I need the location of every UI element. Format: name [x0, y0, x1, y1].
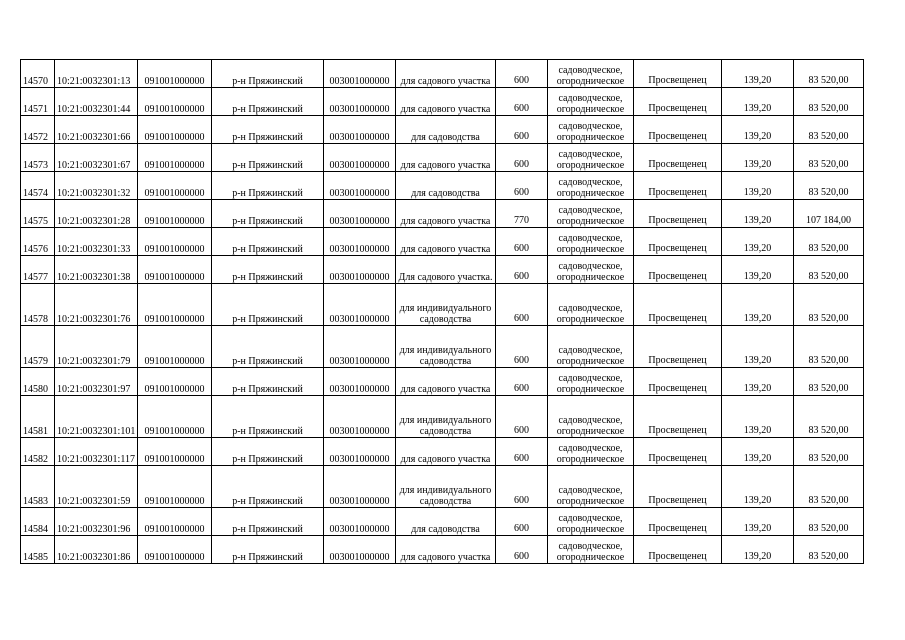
area-cell: 600	[496, 172, 548, 200]
table-row	[21, 200, 864, 228]
cadastral-number-cell: 10:21:0032301:59	[55, 466, 138, 508]
settlement-cell: Просвещенец	[634, 508, 722, 536]
settlement-cell: Просвещенец	[634, 438, 722, 466]
okato-code-cell: 091001000000	[138, 326, 212, 368]
oktmo-code-cell: 003001000000	[324, 536, 396, 564]
row-number-cell: 14584	[21, 508, 55, 536]
area-cell: 600	[496, 228, 548, 256]
oktmo-code-cell: 003001000000	[324, 172, 396, 200]
land-category-cell: садоводческое, огородническое	[548, 228, 634, 256]
row-number-cell: 14578	[21, 284, 55, 326]
specific-value-cell: 139,20	[722, 396, 794, 438]
permitted-use-cell: для индивидуального садоводства	[396, 396, 496, 438]
permitted-use-cell: для садового участка	[396, 368, 496, 396]
row-number-cell: 14580	[21, 368, 55, 396]
land-registry-table	[20, 59, 864, 564]
okato-code-cell: 091001000000	[138, 228, 212, 256]
okato-code-cell: 091001000000	[138, 172, 212, 200]
oktmo-code-cell: 003001000000	[324, 396, 396, 438]
row-number-cell: 14585	[21, 536, 55, 564]
district-cell: р-н Пряжинский	[212, 144, 324, 172]
cadastral-value-cell: 83 520,00	[794, 60, 864, 88]
table-row	[21, 396, 864, 438]
cadastral-value-cell: 83 520,00	[794, 172, 864, 200]
settlement-cell: Просвещенец	[634, 116, 722, 144]
okato-code-cell: 091001000000	[138, 60, 212, 88]
oktmo-code-cell: 003001000000	[324, 368, 396, 396]
permitted-use-cell: для садового участка	[396, 144, 496, 172]
okato-code-cell: 091001000000	[138, 466, 212, 508]
land-category-cell: садоводческое, огородническое	[548, 326, 634, 368]
permitted-use-cell: Для садового участка.	[396, 256, 496, 284]
permitted-use-cell: для индивидуального садоводства	[396, 466, 496, 508]
cadastral-value-cell: 83 520,00	[794, 438, 864, 466]
area-cell: 600	[496, 144, 548, 172]
cadastral-value-cell: 83 520,00	[794, 536, 864, 564]
land-category-cell: садоводческое, огородническое	[548, 256, 634, 284]
area-cell: 770	[496, 200, 548, 228]
cadastral-value-cell: 83 520,00	[794, 368, 864, 396]
permitted-use-cell: для садового участка	[396, 200, 496, 228]
row-number-cell: 14583	[21, 466, 55, 508]
oktmo-code-cell: 003001000000	[324, 284, 396, 326]
district-cell: р-н Пряжинский	[212, 228, 324, 256]
table-row	[21, 228, 864, 256]
area-cell: 600	[496, 326, 548, 368]
permitted-use-cell: для садового участка	[396, 60, 496, 88]
table-row	[21, 60, 864, 88]
table-row	[21, 88, 864, 116]
row-number-cell: 14582	[21, 438, 55, 466]
area-cell: 600	[496, 60, 548, 88]
permitted-use-cell: для садоводства	[396, 508, 496, 536]
settlement-cell: Просвещенец	[634, 144, 722, 172]
cadastral-number-cell: 10:21:0032301:66	[55, 116, 138, 144]
row-number-cell: 14579	[21, 326, 55, 368]
cadastral-number-cell: 10:21:0032301:44	[55, 88, 138, 116]
cadastral-number-cell: 10:21:0032301:76	[55, 284, 138, 326]
specific-value-cell: 139,20	[722, 326, 794, 368]
district-cell: р-н Пряжинский	[212, 438, 324, 466]
land-category-cell: садоводческое, огородническое	[548, 144, 634, 172]
area-cell: 600	[496, 508, 548, 536]
cadastral-number-cell: 10:21:0032301:86	[55, 536, 138, 564]
area-cell: 600	[496, 396, 548, 438]
specific-value-cell: 139,20	[722, 256, 794, 284]
row-number-cell: 14573	[21, 144, 55, 172]
table-row	[21, 116, 864, 144]
permitted-use-cell: для садового участка	[396, 228, 496, 256]
oktmo-code-cell: 003001000000	[324, 116, 396, 144]
district-cell: р-н Пряжинский	[212, 368, 324, 396]
oktmo-code-cell: 003001000000	[324, 228, 396, 256]
settlement-cell: Просвещенец	[634, 368, 722, 396]
specific-value-cell: 139,20	[722, 172, 794, 200]
cadastral-value-cell: 83 520,00	[794, 256, 864, 284]
land-category-cell: садоводческое, огородническое	[548, 284, 634, 326]
okato-code-cell: 091001000000	[138, 88, 212, 116]
settlement-cell: Просвещенец	[634, 88, 722, 116]
area-cell: 600	[496, 284, 548, 326]
oktmo-code-cell: 003001000000	[324, 200, 396, 228]
area-cell: 600	[496, 116, 548, 144]
specific-value-cell: 139,20	[722, 116, 794, 144]
cadastral-value-cell: 83 520,00	[794, 88, 864, 116]
cadastral-number-cell: 10:21:0032301:96	[55, 508, 138, 536]
specific-value-cell: 139,20	[722, 200, 794, 228]
settlement-cell: Просвещенец	[634, 536, 722, 564]
settlement-cell: Просвещенец	[634, 200, 722, 228]
cadastral-value-cell: 107 184,00	[794, 200, 864, 228]
okato-code-cell: 091001000000	[138, 396, 212, 438]
okato-code-cell: 091001000000	[138, 200, 212, 228]
permitted-use-cell: для индивидуального садоводства	[396, 284, 496, 326]
table-row	[21, 256, 864, 284]
specific-value-cell: 139,20	[722, 284, 794, 326]
cadastral-number-cell: 10:21:0032301:28	[55, 200, 138, 228]
row-number-cell: 14570	[21, 60, 55, 88]
permitted-use-cell: для садового участка	[396, 88, 496, 116]
cadastral-number-cell: 10:21:0032301:33	[55, 228, 138, 256]
oktmo-code-cell: 003001000000	[324, 438, 396, 466]
specific-value-cell: 139,20	[722, 60, 794, 88]
okato-code-cell: 091001000000	[138, 116, 212, 144]
specific-value-cell: 139,20	[722, 88, 794, 116]
district-cell: р-н Пряжинский	[212, 88, 324, 116]
cadastral-number-cell: 10:21:0032301:79	[55, 326, 138, 368]
permitted-use-cell: для индивидуального садоводства	[396, 326, 496, 368]
row-number-cell: 14575	[21, 200, 55, 228]
row-number-cell: 14581	[21, 396, 55, 438]
cadastral-value-cell: 83 520,00	[794, 508, 864, 536]
land-category-cell: садоводческое, огородническое	[548, 116, 634, 144]
row-number-cell: 14571	[21, 88, 55, 116]
okato-code-cell: 091001000000	[138, 508, 212, 536]
okato-code-cell: 091001000000	[138, 536, 212, 564]
cadastral-number-cell: 10:21:0032301:97	[55, 368, 138, 396]
district-cell: р-н Пряжинский	[212, 466, 324, 508]
land-category-cell: садоводческое, огородническое	[548, 508, 634, 536]
oktmo-code-cell: 003001000000	[324, 508, 396, 536]
land-category-cell: садоводческое, огородническое	[548, 88, 634, 116]
okato-code-cell: 091001000000	[138, 256, 212, 284]
area-cell: 600	[496, 438, 548, 466]
table-row	[21, 326, 864, 368]
table-row	[21, 466, 864, 508]
district-cell: р-н Пряжинский	[212, 284, 324, 326]
cadastral-number-cell: 10:21:0032301:117	[55, 438, 138, 466]
okato-code-cell: 091001000000	[138, 438, 212, 466]
permitted-use-cell: для садового участка	[396, 536, 496, 564]
cadastral-number-cell: 10:21:0032301:101	[55, 396, 138, 438]
specific-value-cell: 139,20	[722, 438, 794, 466]
oktmo-code-cell: 003001000000	[324, 466, 396, 508]
land-category-cell: садоводческое, огородническое	[548, 466, 634, 508]
settlement-cell: Просвещенец	[634, 228, 722, 256]
land-category-cell: садоводческое, огородническое	[548, 60, 634, 88]
land-category-cell: садоводческое, огородническое	[548, 368, 634, 396]
district-cell: р-н Пряжинский	[212, 326, 324, 368]
specific-value-cell: 139,20	[722, 228, 794, 256]
district-cell: р-н Пряжинский	[212, 396, 324, 438]
permitted-use-cell: для садоводства	[396, 172, 496, 200]
cadastral-value-cell: 83 520,00	[794, 144, 864, 172]
specific-value-cell: 139,20	[722, 508, 794, 536]
row-number-cell: 14572	[21, 116, 55, 144]
district-cell: р-н Пряжинский	[212, 508, 324, 536]
land-category-cell: садоводческое, огородническое	[548, 172, 634, 200]
cadastral-number-cell: 10:21:0032301:32	[55, 172, 138, 200]
settlement-cell: Просвещенец	[634, 466, 722, 508]
table-row	[21, 368, 864, 396]
oktmo-code-cell: 003001000000	[324, 60, 396, 88]
table-row	[21, 144, 864, 172]
area-cell: 600	[496, 256, 548, 284]
cadastral-value-cell: 83 520,00	[794, 466, 864, 508]
specific-value-cell: 139,20	[722, 466, 794, 508]
specific-value-cell: 139,20	[722, 368, 794, 396]
oktmo-code-cell: 003001000000	[324, 326, 396, 368]
land-category-cell: садоводческое, огородническое	[548, 536, 634, 564]
area-cell: 600	[496, 536, 548, 564]
district-cell: р-н Пряжинский	[212, 200, 324, 228]
land-category-cell: садоводческое, огородническое	[548, 200, 634, 228]
table-row	[21, 172, 864, 200]
cadastral-value-cell: 83 520,00	[794, 116, 864, 144]
district-cell: р-н Пряжинский	[212, 536, 324, 564]
permitted-use-cell: для садового участка	[396, 438, 496, 466]
settlement-cell: Просвещенец	[634, 284, 722, 326]
settlement-cell: Просвещенец	[634, 396, 722, 438]
settlement-cell: Просвещенец	[634, 60, 722, 88]
cadastral-value-cell: 83 520,00	[794, 396, 864, 438]
settlement-cell: Просвещенец	[634, 256, 722, 284]
district-cell: р-н Пряжинский	[212, 256, 324, 284]
cadastral-value-cell: 83 520,00	[794, 284, 864, 326]
permitted-use-cell: для садоводства	[396, 116, 496, 144]
land-category-cell: садоводческое, огородническое	[548, 396, 634, 438]
table-row	[21, 508, 864, 536]
specific-value-cell: 139,20	[722, 144, 794, 172]
settlement-cell: Просвещенец	[634, 326, 722, 368]
area-cell: 600	[496, 368, 548, 396]
specific-value-cell: 139,20	[722, 536, 794, 564]
cadastral-value-cell: 83 520,00	[794, 326, 864, 368]
cadastral-number-cell: 10:21:0032301:13	[55, 60, 138, 88]
cadastral-value-cell: 83 520,00	[794, 228, 864, 256]
area-cell: 600	[496, 466, 548, 508]
okato-code-cell: 091001000000	[138, 144, 212, 172]
table-row	[21, 536, 864, 564]
okato-code-cell: 091001000000	[138, 284, 212, 326]
cadastral-number-cell: 10:21:0032301:67	[55, 144, 138, 172]
okato-code-cell: 091001000000	[138, 368, 212, 396]
land-category-cell: садоводческое, огородническое	[548, 438, 634, 466]
settlement-cell: Просвещенец	[634, 172, 722, 200]
district-cell: р-н Пряжинский	[212, 116, 324, 144]
cadastral-number-cell: 10:21:0032301:38	[55, 256, 138, 284]
row-number-cell: 14574	[21, 172, 55, 200]
row-number-cell: 14576	[21, 228, 55, 256]
table-row	[21, 438, 864, 466]
oktmo-code-cell: 003001000000	[324, 144, 396, 172]
oktmo-code-cell: 003001000000	[324, 256, 396, 284]
area-cell: 600	[496, 88, 548, 116]
district-cell: р-н Пряжинский	[212, 60, 324, 88]
table-row	[21, 284, 864, 326]
row-number-cell: 14577	[21, 256, 55, 284]
oktmo-code-cell: 003001000000	[324, 88, 396, 116]
district-cell: р-н Пряжинский	[212, 172, 324, 200]
